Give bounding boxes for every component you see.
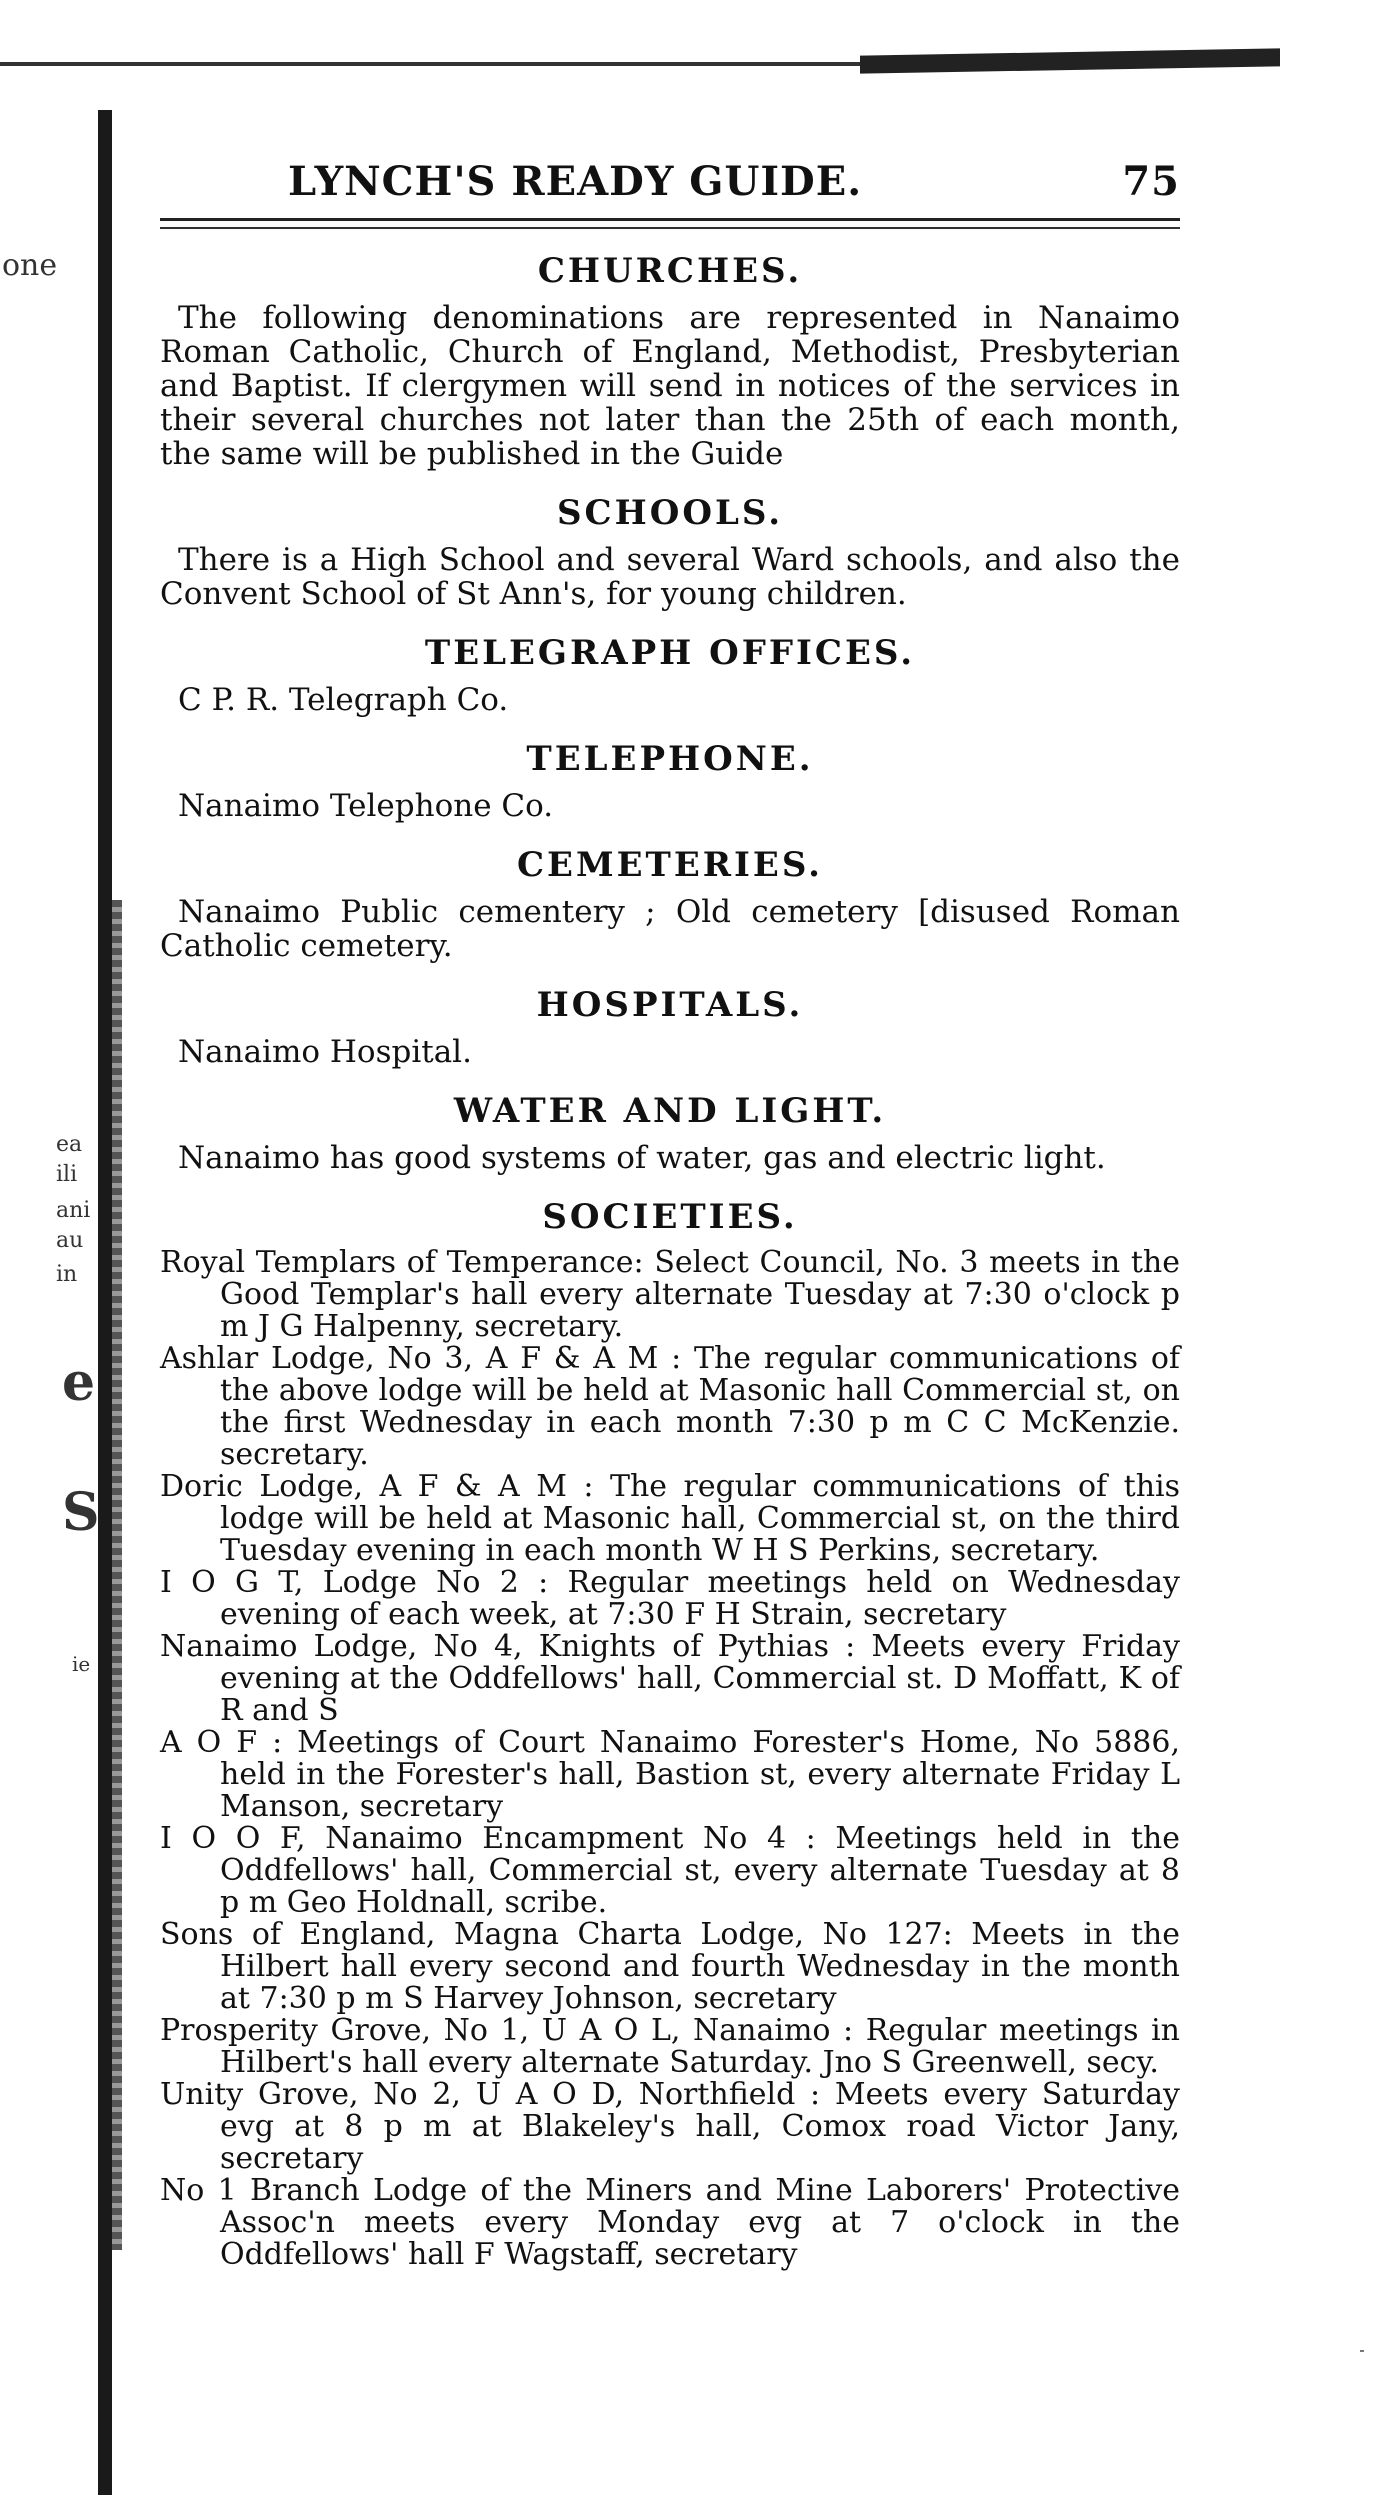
margin-fragment: ani [56,1198,91,1223]
margin-fragment: ie [72,1652,91,1676]
list-item: A O F : Meetings of Court Nanaimo Forester's Home, No 5886, held in the Forester's hall, Bastion st, every alternate Friday L Manson, secretary [160,1725,1180,1824]
section-title-telegraph: TELEGRAPH OFFICES. [424,633,916,673]
schools-text: There is a High School and several Ward schools, and also the Convent School of St Ann's, for young children. [160,542,1180,612]
top-scan-border [0,52,1280,74]
list-item: Royal Templars of Temperance: Select Council, No. 3 meets in the Good Templar's hall every alternate Tuesday at 7:30 o'clock p m J G Halpenny, secretary. [160,1245,1180,1344]
section-title-water-light: WATER AND LIGHT. [453,1091,887,1131]
guide-page [160,148,1180,2271]
margin-fragment: e [62,1352,96,1413]
churches-text: The following denominations are represented in Nanaimo Roman Catholic, Church of England, Methodist, Presbyterian and Baptist. If clergymen will send in notices of the services in their several churches not later than the 25th of each month, the same will be published in the Guide [160,300,1180,472]
margin-fragment: ili [56,1162,78,1187]
margin-fragment: in [56,1262,78,1287]
list-item: No 1 Branch Lodge of the Miners and Mine Laborers' Protective Assoc'n meets every Monday evg at 7 o'clock in the Oddfellows' hall F Wagstaff, secretary [160,2173,1180,2272]
list-item: Prosperity Grove, No 1, U A O L, Nanaimo : Regular meetings in Hilbert's hall every alternate Saturday. Jno S Greenwell, secy. [160,2013,1180,2080]
page-number: 75 [1122,158,1180,205]
hospitals-text: Nanaimo Hospital. [178,1034,472,1070]
margin-fragment: one [2,248,58,283]
cemeteries-text: Nanaimo Public cementery ; Old cemetery [disused Roman Catholic cemetery. [160,894,1180,964]
list-item: Ashlar Lodge, No 3, A F & A M : The regular communications of the above lodge will be held at Masonic hall Commercial st, on the first Wednesday in each month 7:30 p m C C McKenzie. secretary. [160,1341,1180,1472]
list-item: Unity Grove, No 2, U A O D, Northfield : Meets every Saturday evg at 8 p m at Blakeley's hall, Comox road Victor Jany, secretary [160,2077,1180,2176]
list-item: I O O F, Nanaimo Encampment No 4 : Meetings held in the Oddfellows' hall, Commercial st, every alternate Tuesday at 8 p m Geo Holdnall, scribe. [160,1821,1180,1920]
list-item: I O G T, Lodge No 2 : Regular meetings held on Wednesday evening of each week, at 7:30 F H Strain, secretary [160,1565,1180,1632]
list-item: Doric Lodge, A F & A M : The regular communications of this lodge will be held at Masonic hall, Commercial st, on the third Tuesday evening in each month W H S Perkins, secretary. [160,1469,1180,1568]
section-title-telephone: TELEPHONE. [526,739,814,779]
scan-speck [1360,2350,1364,2352]
binding-shadow [112,900,122,2250]
binding-spine [98,110,112,2495]
section-title-cemeteries: CEMETERIES. [517,845,823,885]
societies-list [160,1247,1180,2271]
list-item: Nanaimo Lodge, No 4, Knights of Pythias : Meets every Friday evening at the Oddfellows' hall, Commercial st. D Moffatt, K of R and S [160,1629,1180,1728]
section-title-hospitals: HOSPITALS. [536,985,804,1025]
header-rule-thin [160,227,1180,229]
page-header [160,148,1180,208]
section-title-schools: SCHOOLS. [556,493,784,533]
list-item: Sons of England, Magna Charta Lodge, No 127: Meets in the Hilbert hall every second and fourth Wednesday in the month at 7:30 p m S Harvey Johnson, secretary [160,1917,1180,2016]
margin-fragment: S [62,1482,100,1543]
telephone-text: Nanaimo Telephone Co. [178,788,554,824]
running-title: LYNCH'S READY GUIDE. [288,158,863,205]
telegraph-text: C P. R. Telegraph Co. [178,682,509,718]
header-rule [160,218,1180,221]
section-title-societies: SOCIETIES. [542,1197,798,1237]
margin-fragment: au [56,1228,84,1253]
margin-fragment: ea [56,1132,83,1157]
water-light-text: Nanaimo has good systems of water, gas and electric light. [178,1140,1106,1176]
section-title-churches: CHURCHES. [537,251,803,291]
